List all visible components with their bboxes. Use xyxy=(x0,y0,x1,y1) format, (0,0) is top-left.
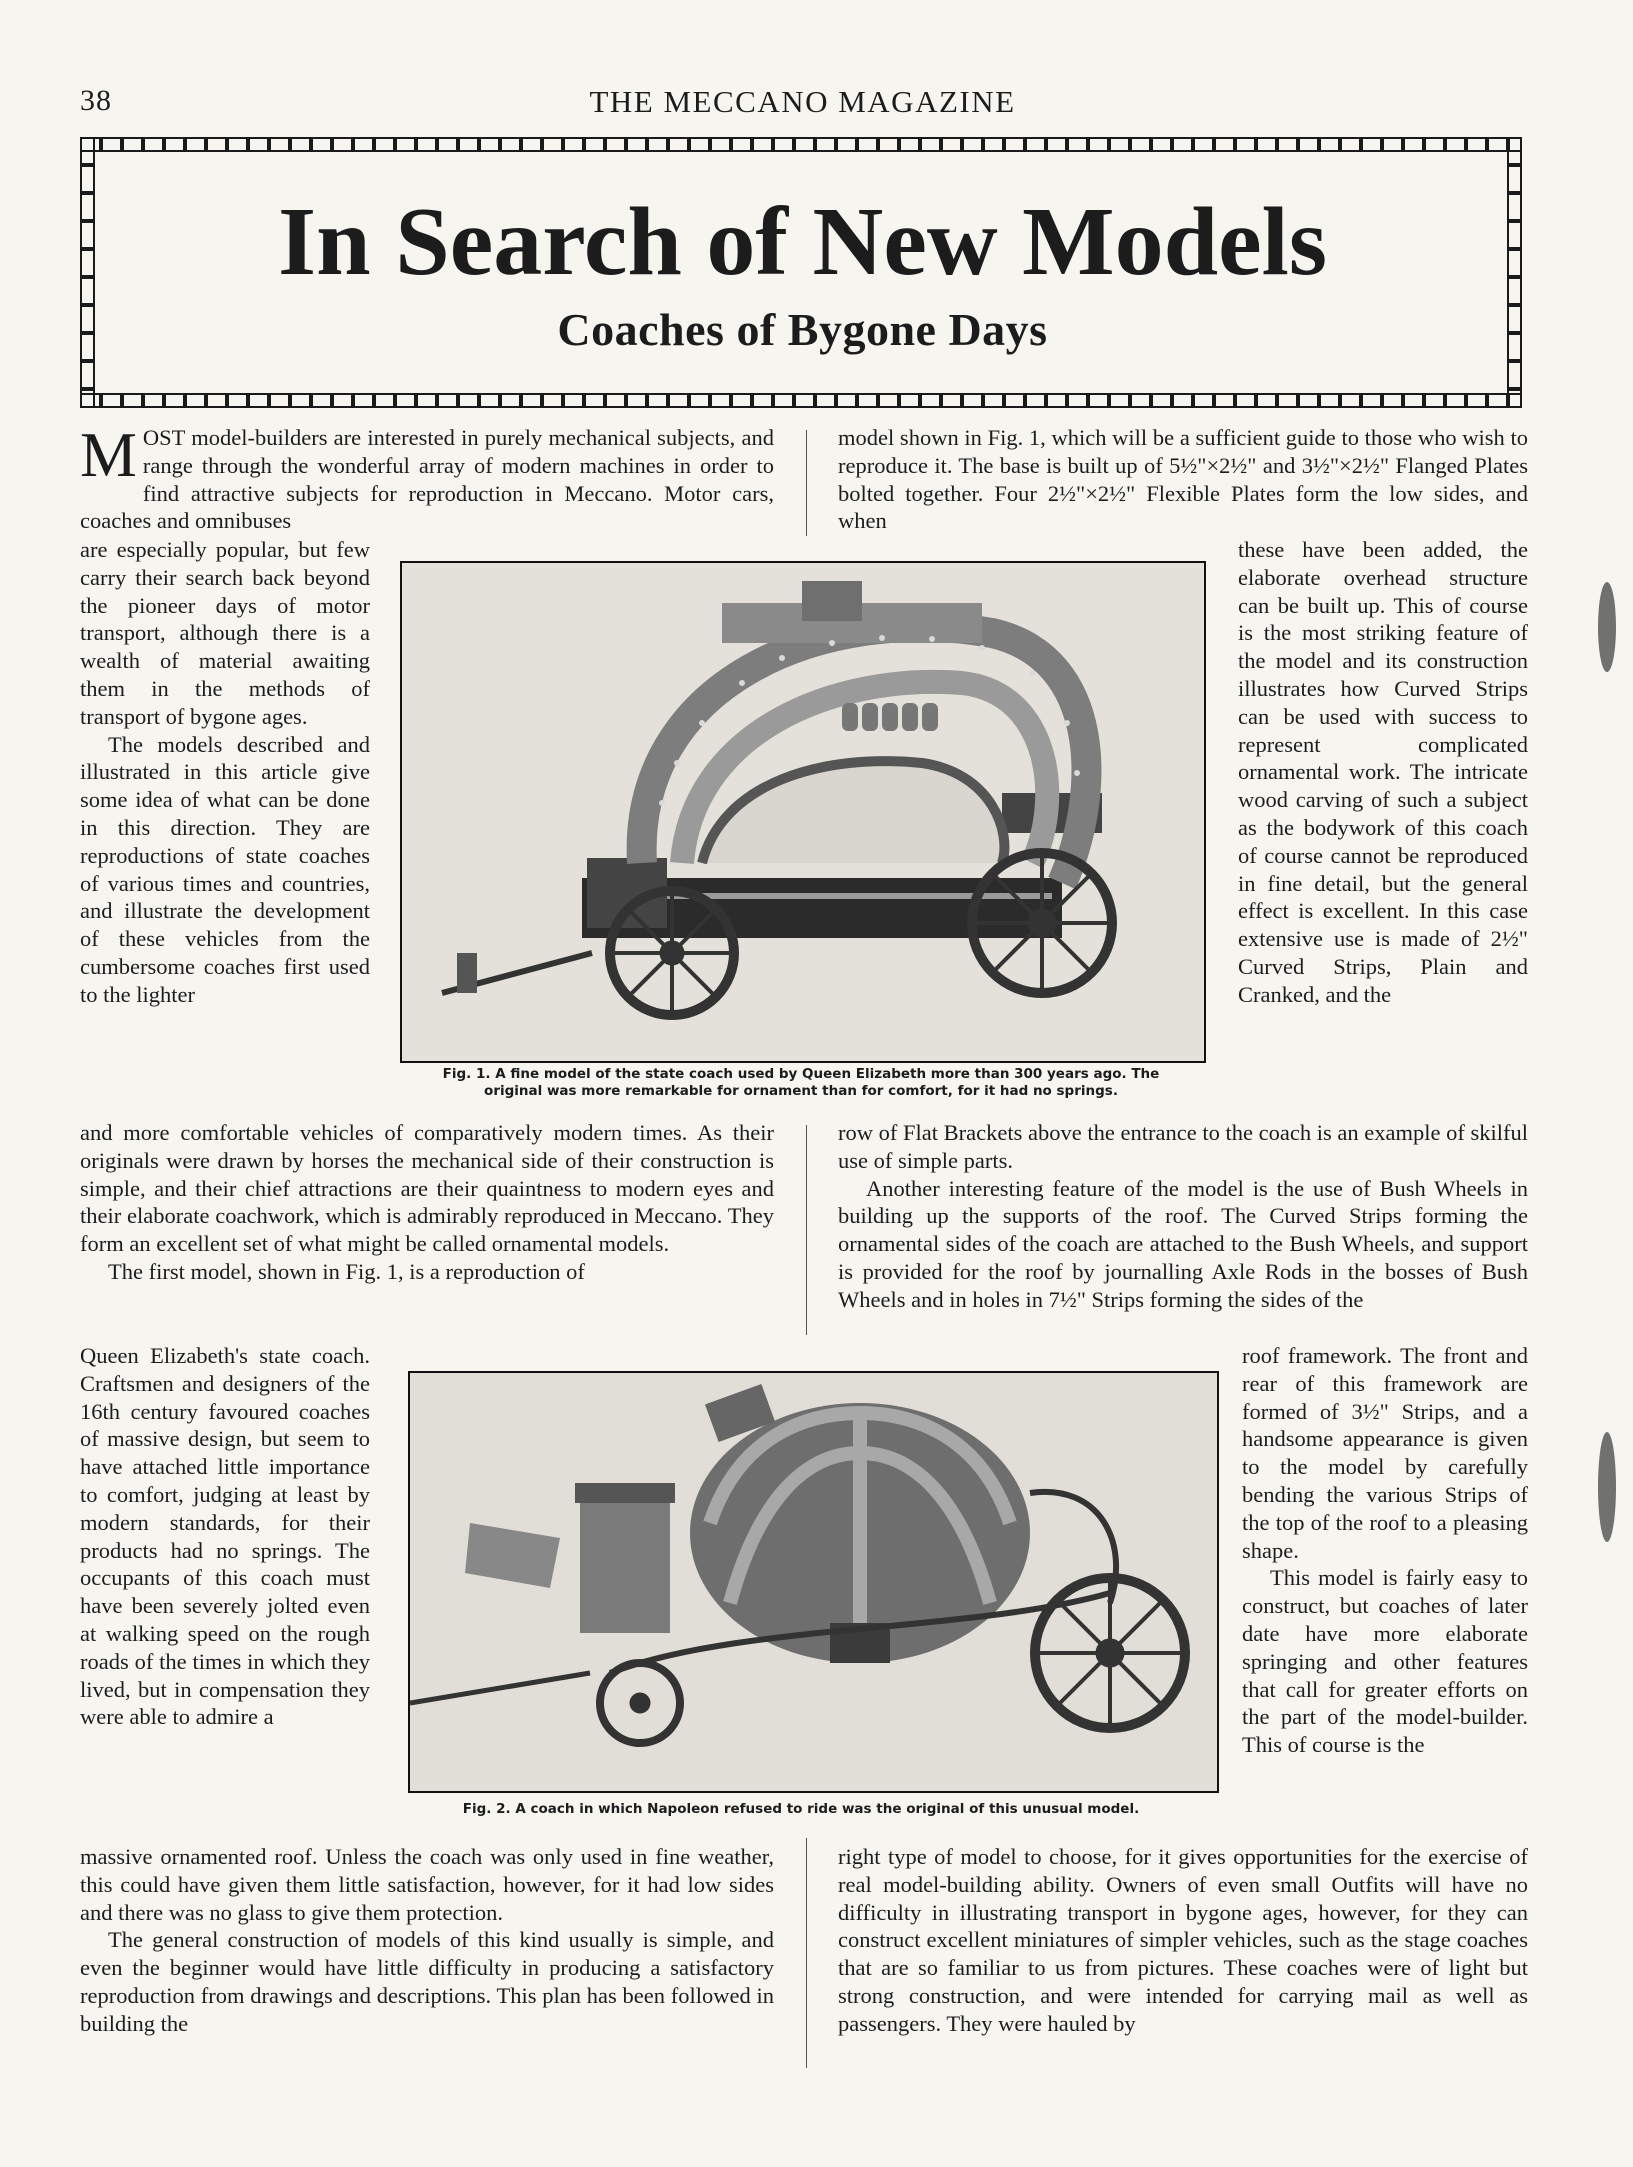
magazine-title: THE MECCANO MAGAZINE xyxy=(589,84,1016,119)
construction-text: The general construction of models of this kind usually is simple, and even the beginner would have little difficulty in producing a satisfactory reproduction from drawings and descriptions. This plan has been followed in building the xyxy=(80,1927,774,2036)
page-number: 38 xyxy=(80,84,112,117)
border-bottom xyxy=(80,393,1522,408)
intro-narrow-text: are especially popular, but few carry their search back beyond the pioneer days of motor transport, although there is a wealth of material awaiting them in the methods of transport of bygone ages. xyxy=(80,537,370,729)
fig1-caption xyxy=(395,1066,1207,1100)
base-text: model shown in Fig. 1, which will be a sufficient guide to those who wish to reproduce it. The base is built up of 5½"×2½" and 3½"×2½" Flanged Plates bolted together. Four 2½"×2½" Flexible Plates form the low sides, and when xyxy=(838,425,1528,534)
intro-text: OST model-builders are interested in purely mechanical subjects, and range through the wonderful array of modern machines in order to find attractive subjects for reproduction in Meccano. Motor cars, coaches and omnibuses xyxy=(80,425,774,534)
column-rule xyxy=(806,1125,807,1335)
models-full-text: and more comfortable vehicles of comparatively modern times. As their originals were drawn by horses the mechanical side of their construction is simple, and their chief attractions are their quaintness to modern eyes and their elaborate coachwork, which is admirably reproduced in Meccano. They form an excellent set of what might be called ornamental models. xyxy=(80,1120,774,1257)
fig2-photo xyxy=(408,1371,1219,1793)
elizabeth-coach-illustration xyxy=(402,563,1204,1061)
later-coaches-text: This model is fairly easy to construct, but coaches of later date have more elaborate springing and other features that call for greater efforts on the part of the model-builder. This of course is the xyxy=(1242,1565,1528,1758)
paragraph-overhead xyxy=(1238,536,1528,1009)
roof-text: massive ornamented roof. Unless the coach was only used in fine weather, this could have given them little satisfaction, however, for it had low sides and there was no glass to give them protection. xyxy=(80,1844,774,1925)
fig2-caption: Fig. 2. A coach in which Napoleon refused to ride was the original of this unusual model. xyxy=(462,1801,1140,1817)
paragraph-elizabeth-cont xyxy=(80,1843,774,2038)
article-subtitle: Coaches of Bygone Days xyxy=(557,304,1048,355)
scan-blot xyxy=(1598,582,1616,672)
overhead-narrow-text: these have been added, the elaborate overhead structure can be built up. This of course is the most striking feature of the model and its construction illustrates how Curved Strips can be used with success to represent complicated ornamental work. The intricate wood carving of such a subject as the bodywork of this coach of course cannot be reproduced in fine detail, but the general effect is excellent. In this case extensive use is made of 2½" Curved Strips, Plain and Cranked, and the xyxy=(1238,537,1528,1007)
elizabeth-narrow-text: Queen Elizabeth's state coach. Craftsmen and designers of the 16th century favoured coaches of massive design, but seem to have attached little importance to comfort, judging at least by modern standards, for their products had no springs. The occupants of this coach must have been severely jolted even at walking speed on the rough roads of the times in which they lived, but in compensation they were able to admire a xyxy=(80,1343,370,1730)
paragraph-elizabeth xyxy=(80,1342,370,1731)
models-narrow-text: The models described and illustrated in this article give some idea of what can be done in this direction. They are reproductions of state coaches of various times and countries, and illustrate the development of these vehicles from the cumbersome coaches first used to the lighter xyxy=(80,731,370,1007)
roof-frame-text: roof framework. The front and rear of this framework are formed of 3½" Strips, and a handsome appearance is given to the model by carefully bending the various Strips of the top of the roof to a pleasing shape. xyxy=(1242,1343,1528,1563)
bush-wheels-text: Another interesting feature of the model is the use of Bush Wheels in building up the supports of the roof. The Curved Strips forming the ornamental sides of the coach are attached to the Bush Wheels, and support is provided for the roof by journalling Axle Rods in the bosses of Bush Wheels and in holes in 7½" Strips forming the sides of the xyxy=(838,1175,1528,1312)
scan-blot xyxy=(1598,1432,1616,1542)
drop-cap: M xyxy=(80,419,137,490)
paragraph-roof-frame xyxy=(1242,1342,1528,1759)
paragraph-brackets xyxy=(838,1119,1528,1314)
paragraph-fig1-guide xyxy=(838,424,1528,535)
fig1-caption-line2: original was more remarkable for ornament than for comfort, for it had no springs. xyxy=(484,1083,1118,1099)
paragraph-models-cont xyxy=(80,1119,774,1286)
fig1-caption-line1: Fig. 1. A fine model of the state coach used by Queen Elizabeth more than 300 years ago. The xyxy=(442,1066,1160,1082)
first-model-text: The first model, shown in Fig. 1, is a reproduction of xyxy=(108,1258,585,1284)
article-title: In Search of New Models xyxy=(278,188,1327,296)
paragraph-intro-cont xyxy=(80,536,370,1009)
outfits-text: right type of model to choose, for it gives opportunities for the exercise of real model-building ability. Owners of even small Outfits will have no difficulty in illustrating transport in bygone ages, however, for they can construct excellent miniatures of simpler vehicles, such as the stage coaches that are so familiar to us from pictures. These coaches were of light but strong construction, and were intended for carrying mail as well as passengers. They were hauled by xyxy=(838,1844,1528,2036)
column-rule xyxy=(806,1838,807,2068)
fig1-photo xyxy=(400,561,1206,1063)
border-top xyxy=(80,137,1522,152)
brackets-text: row of Flat Brackets above the entrance to the coach is an example of skilful use of simple parts. xyxy=(838,1120,1528,1173)
napoleon-coach-illustration xyxy=(410,1373,1217,1791)
column-rule xyxy=(806,430,807,536)
paragraph-intro xyxy=(80,419,774,535)
paragraph-outfits xyxy=(838,1843,1528,2038)
